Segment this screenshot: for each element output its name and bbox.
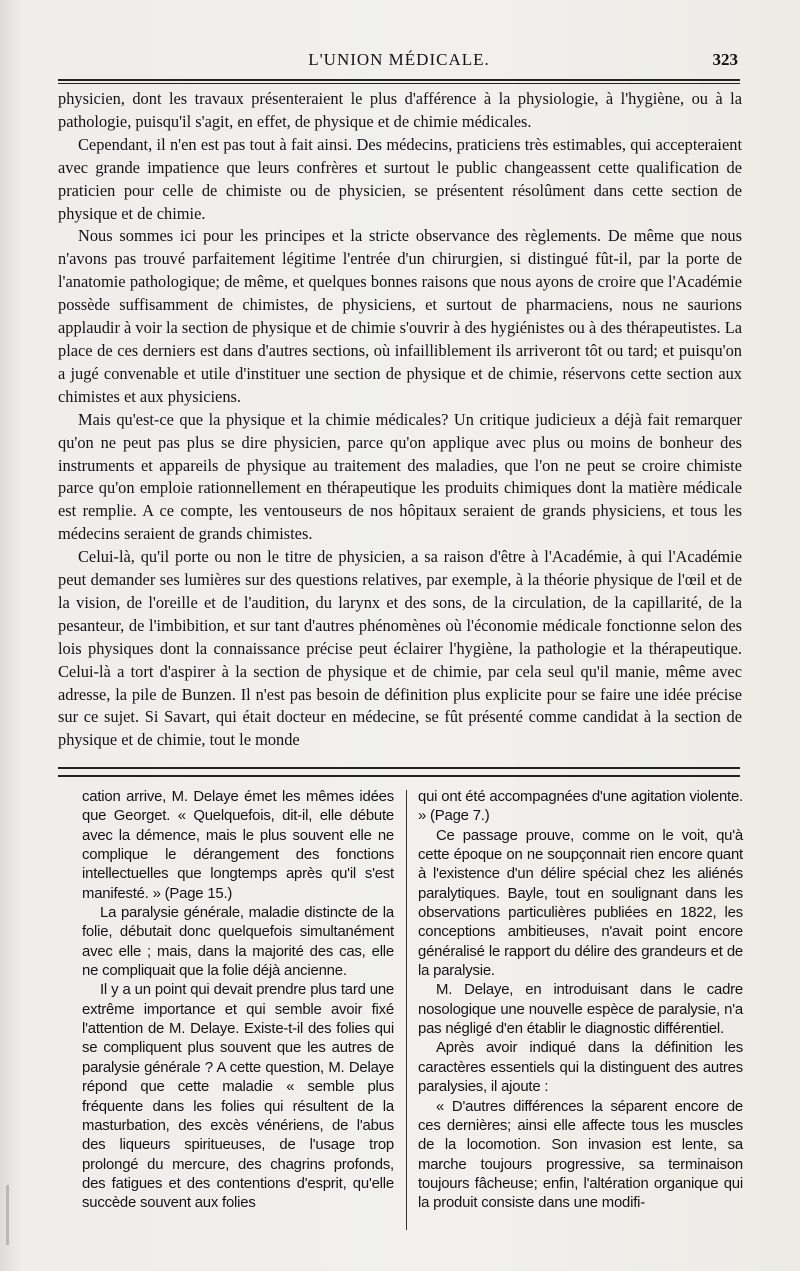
page-header [58,46,740,74]
feuilleton-left-column [82,788,394,1214]
paragraph: Après avoir indiqué dans la définition les caractères essentiels qui la distinguent des autres paralysies, il ajoute : [418,1040,743,1096]
paragraph: physicien, dont les travaux présenteraient le plus d'afférence à la physiologie, à l'hygiène, ou à la pathologie, puisqu'il s'agit, en effet, de physique et de chimie médicales. [58,89,742,131]
paragraph: qui ont été accompagnées d'une agitation violente. » (Page 7.) [418,789,743,825]
paragraph: Nous sommes ici pour les principes et la stricte observance des règlements. De même que nous n'avons pas trouvé parfaitement légitime l'entrée d'un chirurgien, si distingué fût-il, par la porte de l'anatomie pathologique; de même, et quelques bonnes raisons que nous ayons de croire que l'Académie possède suffisamment de chimistes, de physiciens, et surtout de pharmaciens, nous ne saurions applaudir à voir la section de physique et de chimie s'ouvrir à des hygiénistes ou à des thérapeutistes. La place de ces derniers est dans d'autres sections, où infailliblement ils arriveront tôt ou tard; et puisqu'on a jugé convenable et utile d'instituer une section de physique et de chimie, réservons cette section aux chimistes et aux physiciens. [58,226,742,406]
paragraph: cation arrive, M. Delaye émet les mêmes idées que Georget. « Quelquefois, dit-il, elle débute avec la démence, mais le plus souvent elle ne complique le dérangement des fonctions intellectuelles que longtemps après qu'il s'est manifesté. » (Page 15.) [82,789,394,902]
binding-edge-mark [6,1185,9,1245]
paragraph: Celui-là, qu'il porte ou non le titre de physicien, a sa raison d'être à l'Académie, à qui l'Académie peut demander ses lumières sur des questions relatives, par exemple, à la théorie physique de l'œil et de la vision, de l'oreille et de l'audition, du larynx et des sons, de la circulation, de la capillarité, de la pesanteur, de l'imbibition, et sur tant d'autres phénomènes où l'économie médicale fonctionne selon des lois physiques dont la connaissance précise peut éclairer l'hygiène, la pathologie et la thérapeutique. Celui-là a tort d'aspirer à la section de physique et de chimie, par cela seul qu'il manie, même avec adresse, la pile de Bunzen. Il n'est pas besoin de définition plus explicite pour se faire une idée précise sur ce sujet. Si Savart, qui était docteur en médecine, se fût présenté comme candidat à la section de physique et de chimie, tout le monde [58,547,742,750]
paragraph: Mais qu'est-ce que la physique et la chimie médicales? Un critique judicieux a déjà fait remarquer qu'on ne peut pas plus se dire physicien, parce qu'on applique avec plus ou moins de bonheur des instruments et appareils de physique au traitement des maladies, que l'on ne peut se croire chimiste parce qu'on emploie rationnellement en thérapeutique les produits chimiques dont la matière médicale est remplie. A ce compte, les ventouseurs de nos hôpitaux seraient de grands physiciens, et tous les médecins seraient de grands chimistes. [58,409,742,544]
header-rule [58,79,740,84]
paragraph: « D'autres différences la séparent encore de ces dernières; ainsi elle affecte tous les muscles de la locomotion. Son invasion est lente, sa marche toujours progressive, sa terminaison toujours fâcheuse; enfin, l'altération organique qui la produit consiste dans une modifi- [418,1098,743,1212]
running-title: L'UNION MÉDICALE. [308,50,490,69]
column-divider [406,790,407,1230]
page-number: 323 [712,50,738,69]
main-article-text [58,88,742,752]
feuilleton-right-column [418,788,743,1214]
paragraph: Ce passage prouve, comme on le voit, qu'à cette époque on ne soupçonnait rien encore quant à l'existence d'un délire spécial chez les aliénés paralytiques. Bayle, tout en soulignant dans les observations particulières publiées en 1822, les conceptions ambitieuses, n'avait point encore généralisé le rapport du délire des grandeurs et de la paralysie. [418,827,743,980]
paragraph: M. Delaye, en introduisant dans le cadre nosologique une nouvelle espèce de paralysie, n'a pas négligé d'en établir le diagnostic différentiel. [418,982,743,1038]
paragraph: Cependant, il n'en est pas tout à fait ainsi. Des médecins, praticiens très estimables, qui accepteraient avec grande impatience que leurs confrères et surtout le public changeassent cette qualification de praticien pour celle de chimiste ou de physicien, se présentent résolûment dans cette section de physique et de chimie. [58,134,742,223]
section-divider-rule [58,767,740,777]
paragraph: La paralysie générale, maladie distincte de la folie, débutait donc quelquefois simultanément avec elle ; mais, dans la majorité des cas, elle ne compliquait que la folie déjà ancienne. [82,905,394,980]
paragraph: Il y a un point qui devait prendre plus tard une extrême importance et qui semble avoir fixé l'attention de M. Delaye. Existe-t-il des folies qui se compliquent plus souvent que les autres de paralysie générale ? A cette question, M. Delaye répond que cette maladie « semble plus fréquente dans les folies qui résultent de la masturbation, des excès vénériens, de l'abus des liqueurs spiritueuses, de l'usage trop prolongé du mercure, des chagrins profonds, des fatigues et des contentions d'esprit, qu'elle succède souvent aux folies [82,982,394,1212]
